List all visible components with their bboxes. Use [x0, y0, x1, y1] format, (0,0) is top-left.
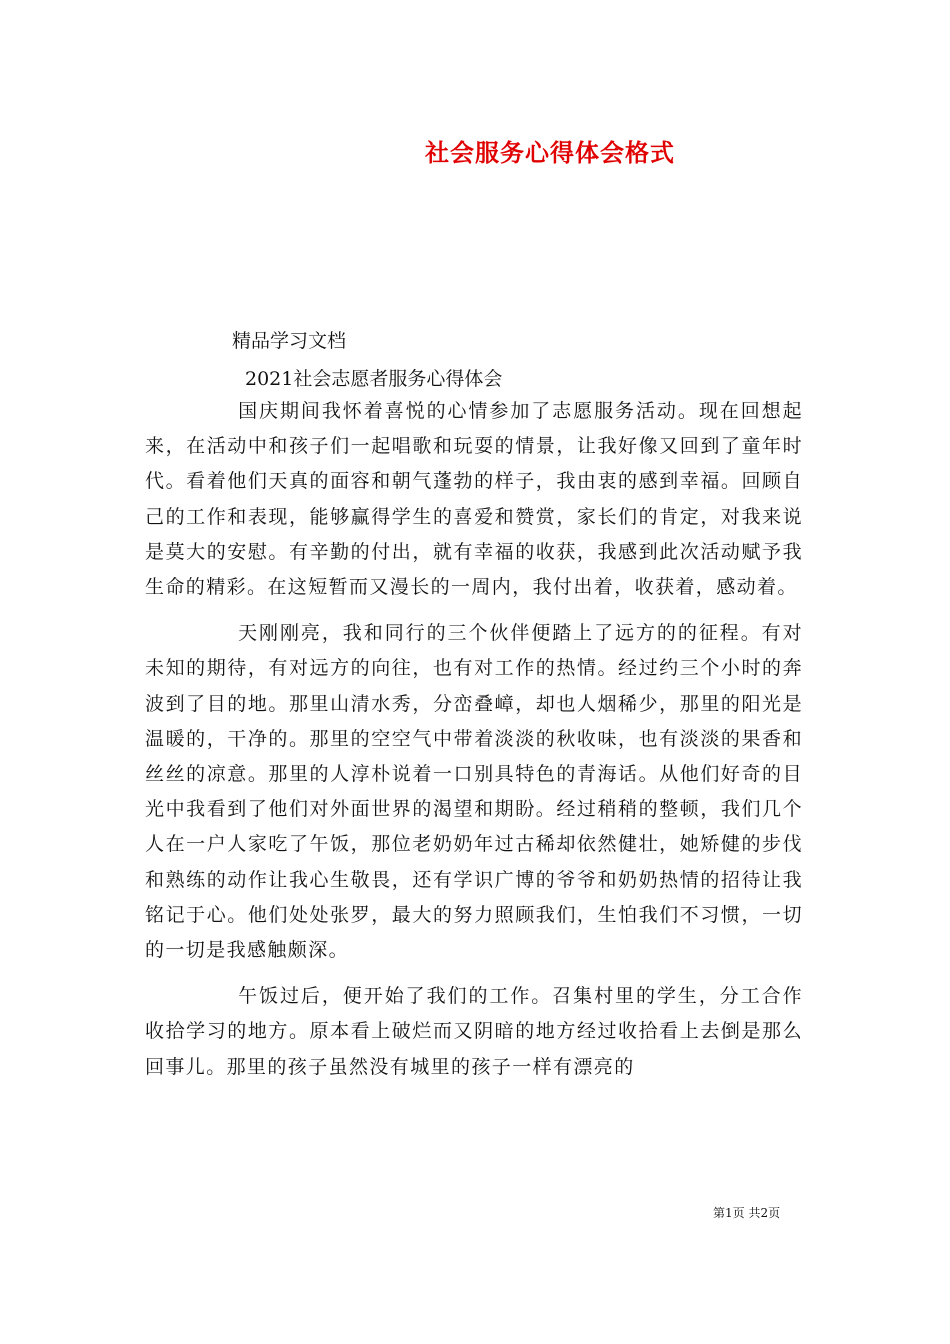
document-label: 精品学习文档	[232, 330, 347, 352]
page-number-footer: 第1页 共2页	[713, 1206, 781, 1220]
body-paragraph: 国庆期间我怀着喜悦的心情参加了志愿服务活动。现在回想起来，在活动中和孩子们一起唱歌和玩耍的情景，让我好像又回到了童年时代。看着他们天真的面容和朝气蓬勃的样子，我由衷的感到幸福。回顾自己的工作和表现，能够赢得学生的喜爱和赞赏，家长们的肯定，对我来说是莫大的安慰。有辛勤的付出，就有幸福的收获，我感到此次活动赋予我生命的精彩。在这短暂而又漫长的一周内，我付出着，收获着，感动着。	[145, 400, 803, 599]
document-title: 社会服务心得体会格式	[425, 138, 675, 167]
body-paragraph: 天刚刚亮，我和同行的三个伙伴便踏上了远方的的征程。有对未知的期待，有对远方的向往，也有对工作的热情。经过约三个小时的奔波到了目的地。那里山清水秀，分峦叠嶂，却也人烟稀少，那里的阳光是温暖的，干净的。那里的空空气中带着淡淡的秋收味，也有淡淡的果香和丝丝的凉意。那里的人淳朴说着一口别具特色的青海话。从他们好奇的目光中我看到了他们对外面世界的渴望和期盼。经过稍稍的整顿，我们几个人在一户人家吃了午饭，那位老奶奶年过古稀却依然健壮，她矫健的步伐和熟练的动作让我心生敬畏，还有学识广博的爷爷和奶奶热情的招待让我铭记于心。他们处处张罗，最大的努力照顾我们，生怕我们不习惯，一切的一切是我感触颇深。	[145, 622, 803, 962]
body-paragraph: 午饭过后，便开始了我们的工作。召集村里的学生，分工合作收拾学习的地方。原本看上破烂而又阴暗的地方经过收拾看上去倒是那么回事儿。那里的孩子虽然没有城里的孩子一样有漂亮的	[145, 985, 803, 1078]
document-body	[145, 394, 803, 1085]
document-subtitle: 2021社会志愿者服务心得体会	[245, 368, 503, 390]
